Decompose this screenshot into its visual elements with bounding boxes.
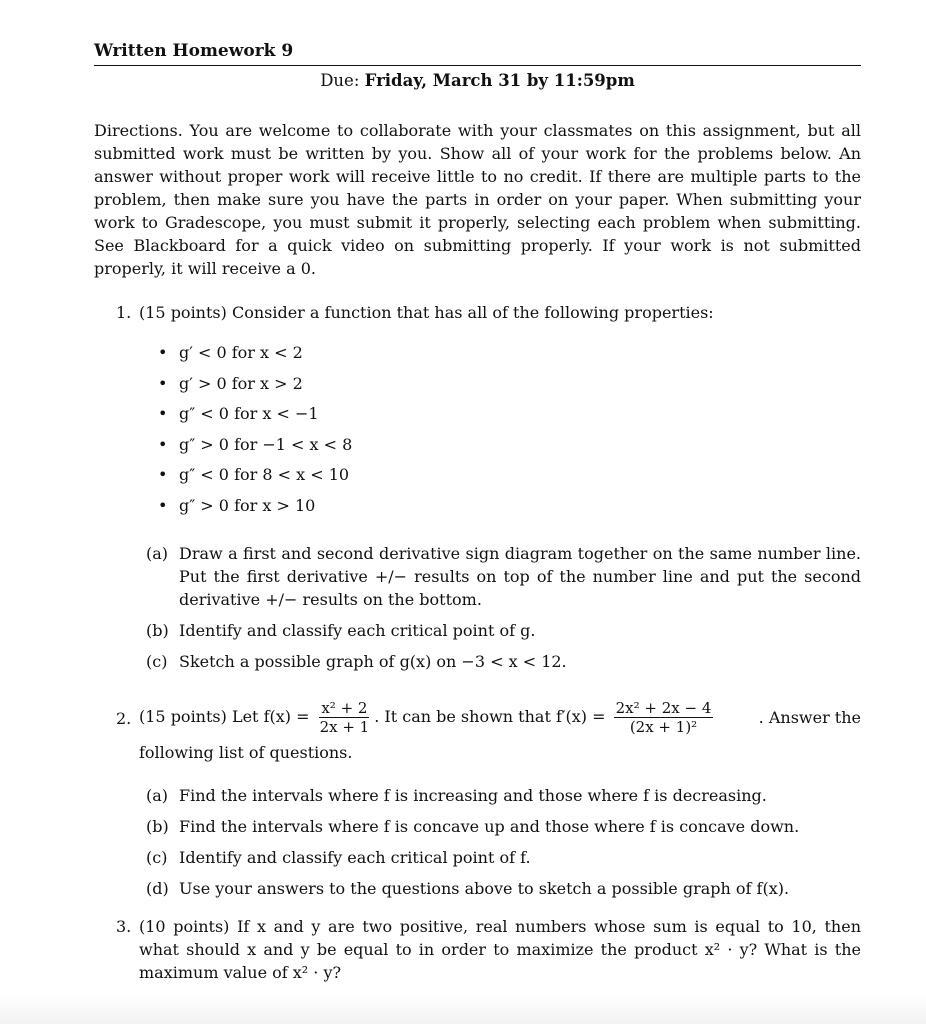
problem-2 [116, 695, 861, 900]
problem-3-number: 3. [116, 916, 132, 936]
problem-3 [116, 915, 861, 984]
part-text: Sketch a possible graph of g(x) on −3 < x < 12. [179, 651, 567, 671]
part-item [146, 619, 861, 642]
property-item: • g″ < 0 for x < −1 [179, 399, 861, 430]
problem-2-parts [139, 784, 861, 900]
property-item: • g″ < 0 for 8 < x < 10 [179, 460, 861, 491]
property-list [139, 338, 861, 522]
due-line [94, 69, 861, 92]
page-bottom-shade [0, 994, 926, 1024]
part-label: (c) [146, 847, 168, 867]
fprime-fraction [614, 699, 714, 736]
problem-1-parts [139, 542, 861, 673]
part-item [146, 877, 861, 900]
property-item: • g′ > 0 for x > 2 [179, 369, 861, 400]
part-item [146, 542, 861, 611]
property-item: • g″ > 0 for x > 10 [179, 491, 861, 522]
part-text: Find the intervals where f is increasing and those where f is decreasing. [179, 785, 767, 805]
property-item: • g″ > 0 for −1 < x < 8 [179, 430, 861, 461]
problem-2-number: 2. [116, 708, 132, 728]
problem-1-intro: (15 points) Consider a function that has all of the following properties: [139, 303, 714, 322]
part-label: (b) [146, 620, 169, 640]
part-item [146, 784, 861, 807]
part-text: Use your answers to the questions above to sketch a possible graph of f(x). [179, 878, 790, 898]
fprime-numerator: 2x² + 2x − 4 [615, 699, 712, 718]
part-text: Identify and classify each critical point of g. [179, 620, 536, 640]
directions-paragraph: Directions. You are welcome to collaborate with your classmates on this assignment, but all submitted work must be written by you. Show all of your work for the problems below. An answer without proper work will receive little to no credit. If there are multiple parts to the problem, then make sure you have the parts in order on your paper. When submitting your work to Gradescope, you must submit it properly, selecting each problem when submitting. See Blackboard for a quick video on submitting properly. If your work is not submitted properly, it will receive a 0. [94, 121, 861, 278]
title-rule [94, 65, 861, 66]
due-prefix: Due: [320, 71, 360, 90]
f-fraction [318, 699, 372, 736]
part-label: (d) [146, 878, 169, 898]
problem-1 [116, 301, 861, 673]
part-label: (c) [146, 651, 168, 671]
problem-2-middle: . It can be shown that f′(x) = [374, 707, 606, 727]
part-text: Identify and classify each critical point of f. [179, 847, 531, 867]
part-label: (b) [146, 816, 169, 836]
problem-1-number: 1. [116, 303, 132, 322]
problem-2-line2: following list of questions. [139, 742, 353, 762]
homework-document [94, 40, 861, 984]
f-denominator: 2x + 1 [319, 718, 370, 737]
part-item [146, 846, 861, 869]
part-item [146, 815, 861, 838]
problem-2-lead [139, 699, 716, 736]
property-item: • g′ < 0 for x < 2 [179, 338, 861, 369]
homework-title: Written Homework 9 [94, 41, 294, 61]
problem-2-statement [139, 695, 861, 741]
problem-2-lead-text: (15 points) Let f(x) = [139, 707, 310, 727]
part-label: (a) [146, 543, 169, 563]
part-item [146, 650, 861, 673]
f-numerator: x² + 2 [321, 699, 368, 718]
problem-3-text: (10 points) If x and y are two positive, real numbers whose sum is equal to 10, then what should x and y be equal to in order to maximize the product x² · y? What is the maximum value of x² · y? [139, 916, 861, 982]
fprime-denominator: (2x + 1)² [629, 718, 698, 737]
part-text: Find the intervals where f is concave up and those where f is concave down. [179, 816, 800, 836]
problem-2-tail: . Answer the [758, 708, 861, 728]
part-text: Draw a first and second derivative sign diagram together on the same number line. Put the first derivative +/− results on top of the number line and put the second derivative +/− results on the bottom. [179, 543, 861, 609]
part-label: (a) [146, 785, 169, 805]
due-date: Friday, March 31 by 11:59pm [364, 71, 635, 90]
